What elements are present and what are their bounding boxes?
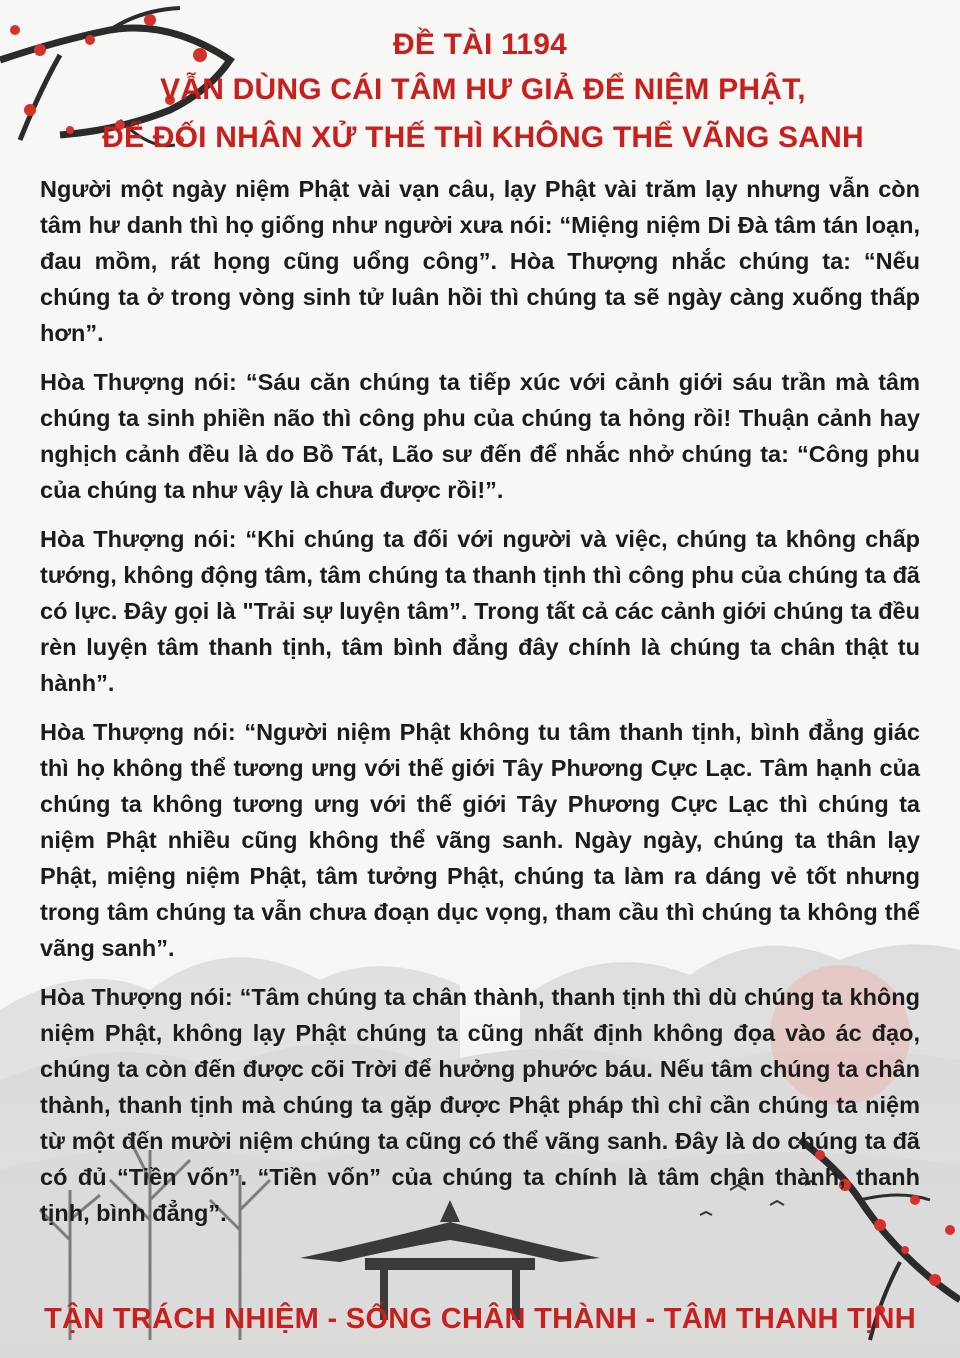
article-body xyxy=(40,171,920,1244)
paragraph: Người một ngày niệm Phật vài vạn câu, lạy Phật vài trăm lạy nhưng vẫn còn tâm hư danh thì họ giống như người xưa nói: “Miệng niệm Di Đà tâm tán loạn, đau mồm, rát họng cũng uổng công”. Hòa Thượng nhắc chúng ta: “Nếu chúng ta ở trong vòng sinh tử luân hồi thì chúng ta sẽ ngày càng xuống thấp hơn”. xyxy=(40,176,920,346)
paragraph: Hòa Thượng nói: “Khi chúng ta đối với người và việc, chúng ta không chấp tướng, không động tâm, tâm chúng ta thanh tịnh thì công phu của chúng ta đã có lực. Đây gọi là "Trải sự luyện tâm”. Trong tất cả các cảnh giới chúng ta đều rèn luyện tâm thanh tịnh, tâm bình đẳng đây chính là chúng ta chân thật tu hành”. xyxy=(40,526,920,696)
paragraph: Hòa Thượng nói: “Người niệm Phật không tu tâm thanh tịnh, bình đẳng giác thì họ không thể tương ưng với thế giới Tây Phương Cực Lạc. Tâm hạnh của chúng ta không tương ưng với thế giới Tây Phương Cực Lạc thì chúng ta niệm Phật nhiều cũng không thể vãng sanh. Ngày ngày, chúng ta thân lạy Phật, miệng niệm Phật, tâm tưởng Phật, chúng ta làm ra dáng vẻ tốt nhưng trong tâm chúng ta vẫn chưa đoạn dục vọng, tham cầu thì chúng ta không thể vãng sanh”. xyxy=(40,719,920,961)
paragraph: Hòa Thượng nói: “Sáu căn chúng ta tiếp xúc với cảnh giới sáu trần mà tâm chúng ta sinh phiền não thì công phu của chúng ta hỏng rồi! Thuận cảnh hay nghịch cảnh đều là do Bồ Tát, Lão sư đến để nhắc nhở chúng ta: “Công phu của chúng ta như vậy là chưa được rồi!”. xyxy=(40,369,920,503)
paragraph: Hòa Thượng nói: “Tâm chúng ta chân thành, thanh tịnh thì dù chúng ta không niệm Phật, không lạy Phật chúng ta cũng nhất định không đọa vào ác đạo, chúng ta còn đến được cõi Trời để hưởng phước báu. Nếu tâm chúng ta chân thành, thanh tịnh mà chúng ta gặp được Phật pháp thì chỉ cần chúng ta niệm từ một đến mười niệm chúng ta cũng có thể vãng sanh. Đây là do chúng ta đã có đủ “Tiền vốn”. “Tiền vốn” của chúng ta chính là tâm chân thành, thanh tịnh, bình đẳng”. xyxy=(40,984,920,1226)
title-line-1: VẪN DÙNG CÁI TÂM HƯ GIẢ ĐỂ NIỆM PHẬT, xyxy=(160,73,806,106)
footer-slogan: TẬN TRÁCH NHIỆM - SỐNG CHÂN THÀNH - TÂM THANH TỊNH xyxy=(43,1303,917,1335)
topic-number-heading: ĐỀ TÀI 1194 xyxy=(393,28,567,61)
title-line-2: ĐỂ ĐỐI NHÂN XỬ THẾ THÌ KHÔNG THỂ VÃNG SANH xyxy=(102,121,864,154)
